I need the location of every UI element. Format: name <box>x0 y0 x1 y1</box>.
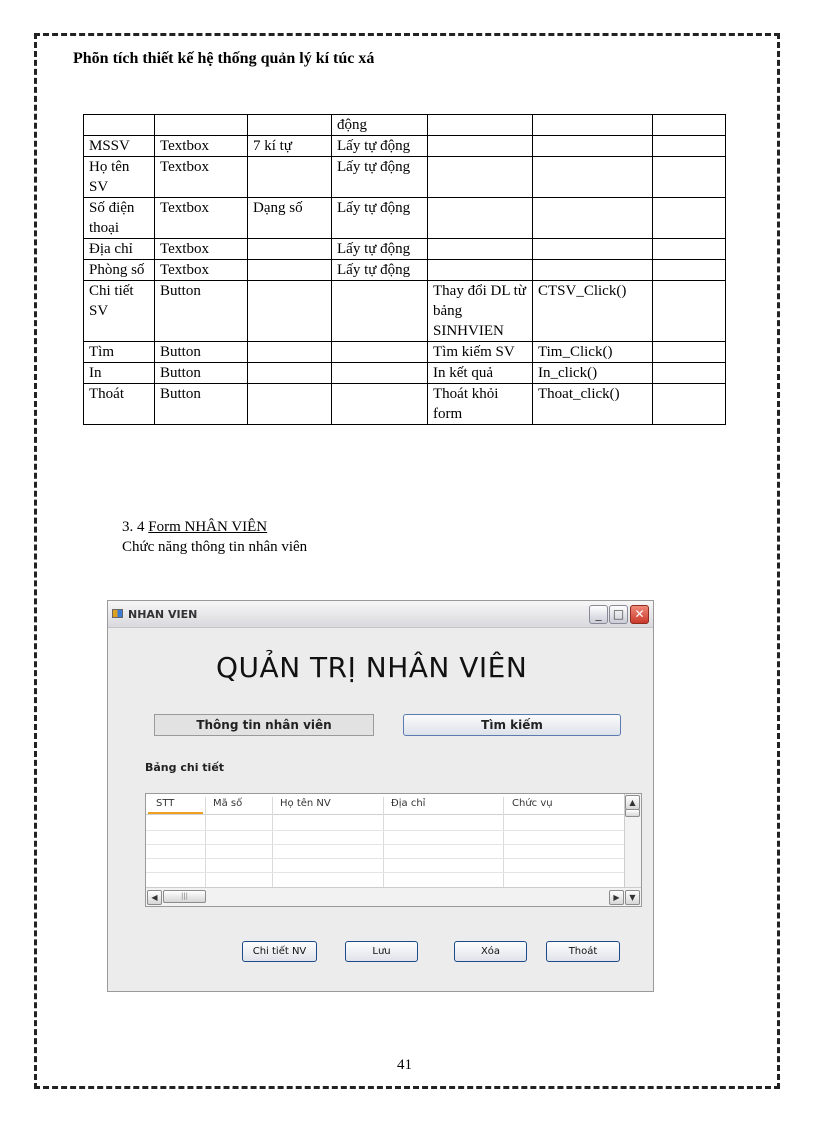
table-cell <box>155 115 248 136</box>
table-cell <box>248 281 332 342</box>
table-cell: Tim_Click() <box>533 342 653 363</box>
scroll-left-icon[interactable]: ◀ <box>147 890 162 905</box>
table-cell <box>428 115 533 136</box>
table-cell <box>332 342 428 363</box>
table-cell <box>84 115 155 136</box>
table-cell: CTSV_Click() <box>533 281 653 342</box>
save-button[interactable]: Lưu <box>345 941 418 962</box>
table-cell <box>653 342 726 363</box>
table-cell <box>653 115 726 136</box>
table-cell <box>248 239 332 260</box>
table-cell: Textbox <box>155 198 248 239</box>
table-cell: Textbox <box>155 136 248 157</box>
minimize-button[interactable]: _ <box>589 605 608 624</box>
table-cell <box>533 115 653 136</box>
table-cell: MSSV <box>84 136 155 157</box>
grid-col-dia-chi[interactable]: Địa chỉ <box>391 798 426 809</box>
grid-col-ho-ten[interactable]: Họ tên NV <box>280 798 331 809</box>
vertical-scrollbar[interactable] <box>624 794 641 887</box>
scroll-down-icon[interactable]: ▼ <box>625 890 640 905</box>
table-cell: động <box>332 115 428 136</box>
detail-button[interactable]: Chi tiết NV <box>242 941 317 962</box>
table-cell <box>533 198 653 239</box>
table-cell <box>653 198 726 239</box>
section-description: Chức năng thông tin nhân viên <box>122 539 308 555</box>
table-row <box>84 157 726 198</box>
table-cell <box>248 157 332 198</box>
table-cell: Họ tên SV <box>84 157 155 198</box>
grid-col-ma-so[interactable]: Mã số <box>213 798 243 809</box>
table-row <box>84 115 726 136</box>
table-cell <box>428 198 533 239</box>
scroll-thumb[interactable] <box>625 809 640 817</box>
grid-col-chuc-vu[interactable]: Chức vụ <box>512 798 553 809</box>
table-cell <box>428 260 533 281</box>
table-cell: Địa chỉ <box>84 239 155 260</box>
table-cell: Button <box>155 281 248 342</box>
table-cell: In <box>84 363 155 384</box>
table-cell <box>332 384 428 425</box>
table-row <box>84 136 726 157</box>
page-number: 41 <box>397 1057 412 1073</box>
table-cell: Lấy tự động <box>332 136 428 157</box>
table-cell <box>428 136 533 157</box>
table-row <box>84 260 726 281</box>
table-cell: Số điện thoại <box>84 198 155 239</box>
close-button[interactable]: ✕ <box>630 605 649 624</box>
table-cell <box>248 363 332 384</box>
table-cell <box>332 281 428 342</box>
table-cell: Textbox <box>155 157 248 198</box>
grid-row-line <box>146 844 626 845</box>
section-heading <box>122 519 267 536</box>
table-cell: Chi tiết SV <box>84 281 155 342</box>
table-cell: Lấy tự động <box>332 260 428 281</box>
table-row <box>84 342 726 363</box>
table-cell: Lấy tự động <box>332 198 428 239</box>
table-cell <box>332 363 428 384</box>
grid-col-divider <box>503 797 504 887</box>
scroll-up-icon[interactable]: ▲ <box>625 795 640 810</box>
table-cell: Tìm <box>84 342 155 363</box>
table-cell: Lấy tự động <box>332 239 428 260</box>
table-cell <box>248 260 332 281</box>
table-cell <box>653 239 726 260</box>
table-cell: Thoat_click() <box>533 384 653 425</box>
table-row <box>84 239 726 260</box>
window-titlebar <box>108 601 653 628</box>
table-cell: Dạng số <box>248 198 332 239</box>
table-cell <box>248 384 332 425</box>
table-cell: Thoát khỏi form <box>428 384 533 425</box>
scroll-right-icon[interactable]: ▶ <box>609 890 624 905</box>
table-cell <box>248 115 332 136</box>
table-cell <box>653 384 726 425</box>
section-form-name: Form NHÂN VIÊN <box>148 519 268 535</box>
table-row <box>84 198 726 239</box>
table-cell: Button <box>155 363 248 384</box>
table-cell <box>533 239 653 260</box>
window-title: NHAN VIEN <box>128 608 198 621</box>
delete-button[interactable]: Xóa <box>454 941 527 962</box>
grid-row-line <box>146 858 626 859</box>
grid-col-stt[interactable]: STT <box>156 798 175 809</box>
table-row <box>84 384 726 425</box>
exit-button[interactable]: Thoát <box>546 941 620 962</box>
table-cell: Tìm kiếm SV <box>428 342 533 363</box>
grid-row-line <box>146 872 626 873</box>
table-cell <box>653 260 726 281</box>
scroll-thumb-horizontal[interactable]: ||| <box>163 890 206 903</box>
grid-header <box>146 794 626 815</box>
tab-search[interactable]: Tìm kiếm <box>403 714 621 736</box>
horizontal-scrollbar[interactable] <box>146 887 642 907</box>
tab-employee-info[interactable]: Thông tin nhân viên <box>154 714 374 736</box>
table-cell <box>533 136 653 157</box>
grid-col-divider <box>383 797 384 887</box>
table-cell: Phòng số <box>84 260 155 281</box>
table-cell: Thay đổi DL từ bảng SINHVIEN <box>428 281 533 342</box>
table-cell <box>428 239 533 260</box>
table-cell: 7 kí tự <box>248 136 332 157</box>
grid-label: Bảng chi tiết <box>145 761 225 774</box>
table-cell: Button <box>155 342 248 363</box>
table-cell: Thoát <box>84 384 155 425</box>
form-heading: QUẢN TRỊ NHÂN VIÊN <box>216 651 528 684</box>
table-cell <box>653 363 726 384</box>
table-cell <box>428 157 533 198</box>
nhan-vien-window <box>107 600 654 992</box>
app-icon <box>112 609 123 618</box>
grid-row-line <box>146 830 626 831</box>
table-cell: Textbox <box>155 260 248 281</box>
employee-grid[interactable] <box>145 793 642 907</box>
grid-col-divider <box>272 797 273 887</box>
table-cell: Button <box>155 384 248 425</box>
table-row <box>84 281 726 342</box>
table-cell <box>653 136 726 157</box>
table-cell <box>653 157 726 198</box>
table-cell: Textbox <box>155 239 248 260</box>
table-cell: In_click() <box>533 363 653 384</box>
control-spec-table <box>83 114 726 425</box>
table-cell <box>533 260 653 281</box>
maximize-button[interactable]: □ <box>609 605 628 624</box>
table-cell <box>533 157 653 198</box>
table-cell <box>653 281 726 342</box>
page-header-title: Phõn tích thiết kế hệ thống quản lý kí túc xá <box>73 50 375 67</box>
sort-indicator <box>148 812 203 814</box>
grid-col-divider <box>205 797 206 887</box>
table-cell: Lấy tự động <box>332 157 428 198</box>
table-cell <box>248 342 332 363</box>
table-row <box>84 363 726 384</box>
section-number: 3. 4 <box>122 519 145 535</box>
table-cell: In kết quả <box>428 363 533 384</box>
